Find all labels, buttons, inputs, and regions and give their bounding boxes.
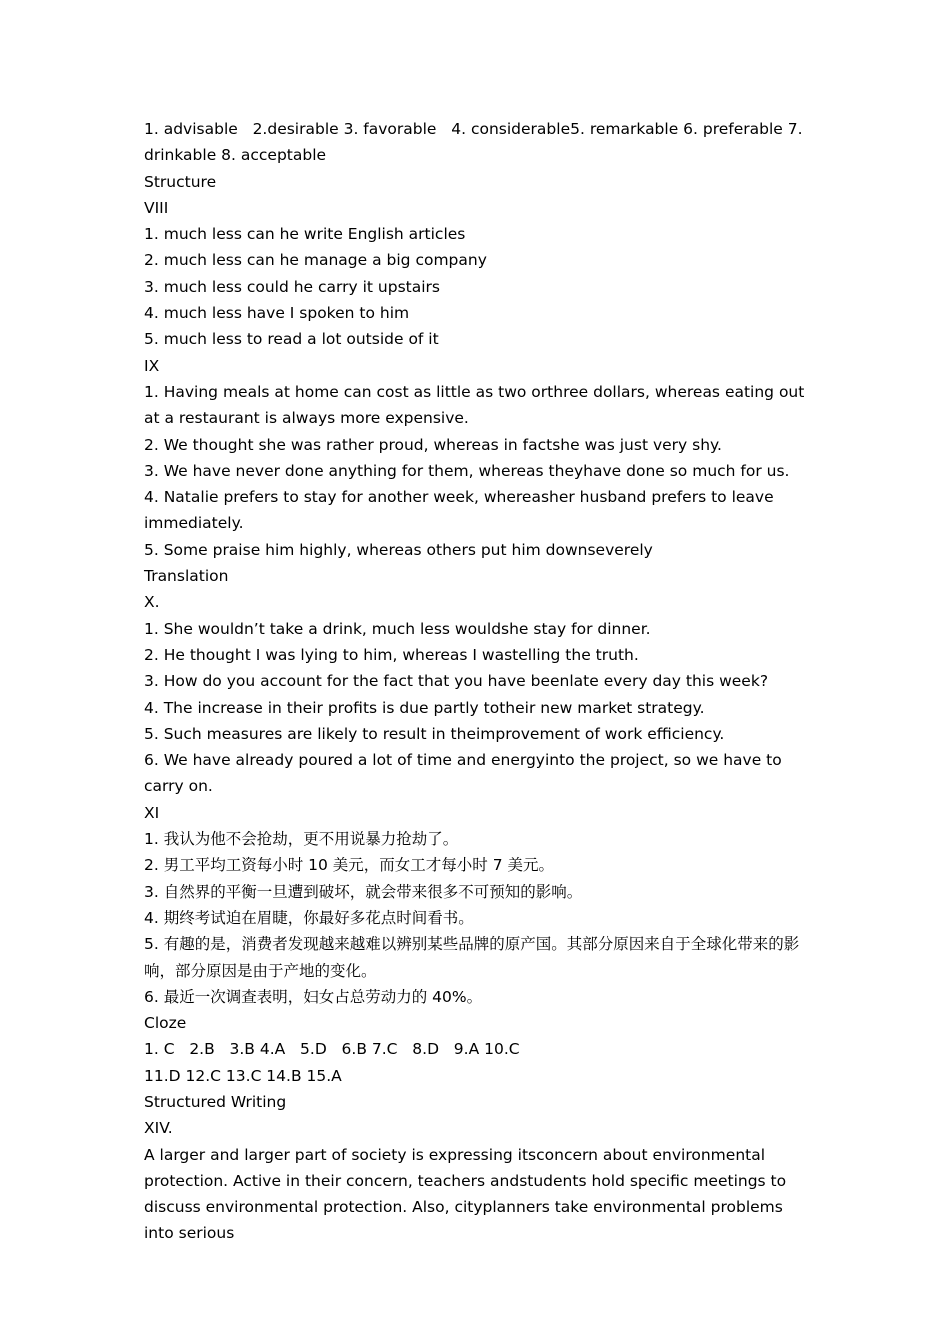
section-heading-cloze: Cloze: [144, 1014, 187, 1033]
list-item: 3. 自然界的平衡一旦遭到破坏，就会带来很多不可预知的影响。: [144, 882, 583, 901]
list-item: 5. much less to read a lot outside of it: [144, 330, 439, 349]
list-item: 4. The increase in their profits is due partly totheir new market strategy.: [144, 698, 705, 717]
cloze-answers-line: 1. C 2.B 3.B 4.A 5.D 6.B 7.C 8.D 9.A 10.C: [144, 1040, 520, 1059]
exercise-label-ix: IX: [144, 356, 160, 375]
list-item: 5. 有趣的是，消费者发现越来越难以辨别某些品牌的原产国。其部分原因来自于全球化带来的影响，部分原因是由于产地的变化。: [144, 935, 800, 980]
vocabulary-answers: 1. advisable 2.desirable 3. favorable 4. considerable5. remarkable 6. preferable 7. drinkable 8. acceptable: [144, 120, 808, 165]
list-item: 6. We have already poured a lot of time and energyinto the project, so we have to carry on.: [144, 751, 787, 796]
list-item: 1. 我认为他不会抢劫，更不用说暴力抢劫了。: [144, 830, 459, 849]
list-item: 2. He thought I was lying to him, whereas I wastelling the truth.: [144, 645, 639, 664]
list-item: 4. much less have I spoken to him: [144, 304, 410, 323]
answer-key-page: [144, 116, 812, 1247]
list-item: 1. Having meals at home can cost as little as two orthree dollars, whereas eating out at a restaurant is always more expensive.: [144, 382, 810, 428]
list-item: 6. 最近一次调查表明，妇女占总劳动力的 40%。: [144, 987, 483, 1006]
list-item: 3. much less could he carry it upstairs: [144, 277, 440, 296]
section-heading-translation: Translation: [144, 567, 229, 586]
list-item: 2. much less can he manage a big company: [144, 251, 487, 270]
list-item: 1. She wouldn’t take a drink, much less wouldshe stay for dinner.: [144, 619, 651, 638]
section-heading-structured-writing: Structured Writing: [144, 1092, 287, 1111]
list-item: 2. 男工平均工资每小时 10 美元，而女工才每小时 7 美元。: [144, 856, 555, 875]
list-item: 4. 期终考试迫在眉睫，你最好多花点时间看书。: [144, 908, 474, 927]
list-item: 3. We have never done anything for them, whereas theyhave done so much for us.: [144, 461, 790, 480]
writing-paragraph: A larger and larger part of society is expressing itsconcern about environmental protection. Active in their concern, teachers andstudents hold specific meetings to discuss environmental protection. Also, cityplanners take environmental problems into serious: [144, 1145, 792, 1243]
section-heading-structure: Structure: [144, 172, 217, 191]
list-item: 4. Natalie prefers to stay for another week, whereasher husband prefers to leave immediately.: [144, 488, 779, 533]
exercise-label-xiv: XIV.: [144, 1119, 173, 1138]
list-item: 3. How do you account for the fact that you have beenlate every day this week?: [144, 672, 769, 691]
list-item: 5. Some praise him highly, whereas others put him downseverely: [144, 540, 653, 559]
exercise-label-x: X.: [144, 593, 160, 612]
list-item: 5. Such measures are likely to result in theimprovement of work efficiency.: [144, 724, 725, 743]
exercise-label-xi: XI: [144, 803, 160, 822]
list-item: 2. We thought she was rather proud, whereas in factshe was just very shy.: [144, 435, 722, 454]
list-item: 1. much less can he write English articles: [144, 225, 466, 244]
exercise-label-viii: VIII: [144, 198, 169, 217]
cloze-answers-line: 11.D 12.C 13.C 14.B 15.A: [144, 1066, 342, 1085]
